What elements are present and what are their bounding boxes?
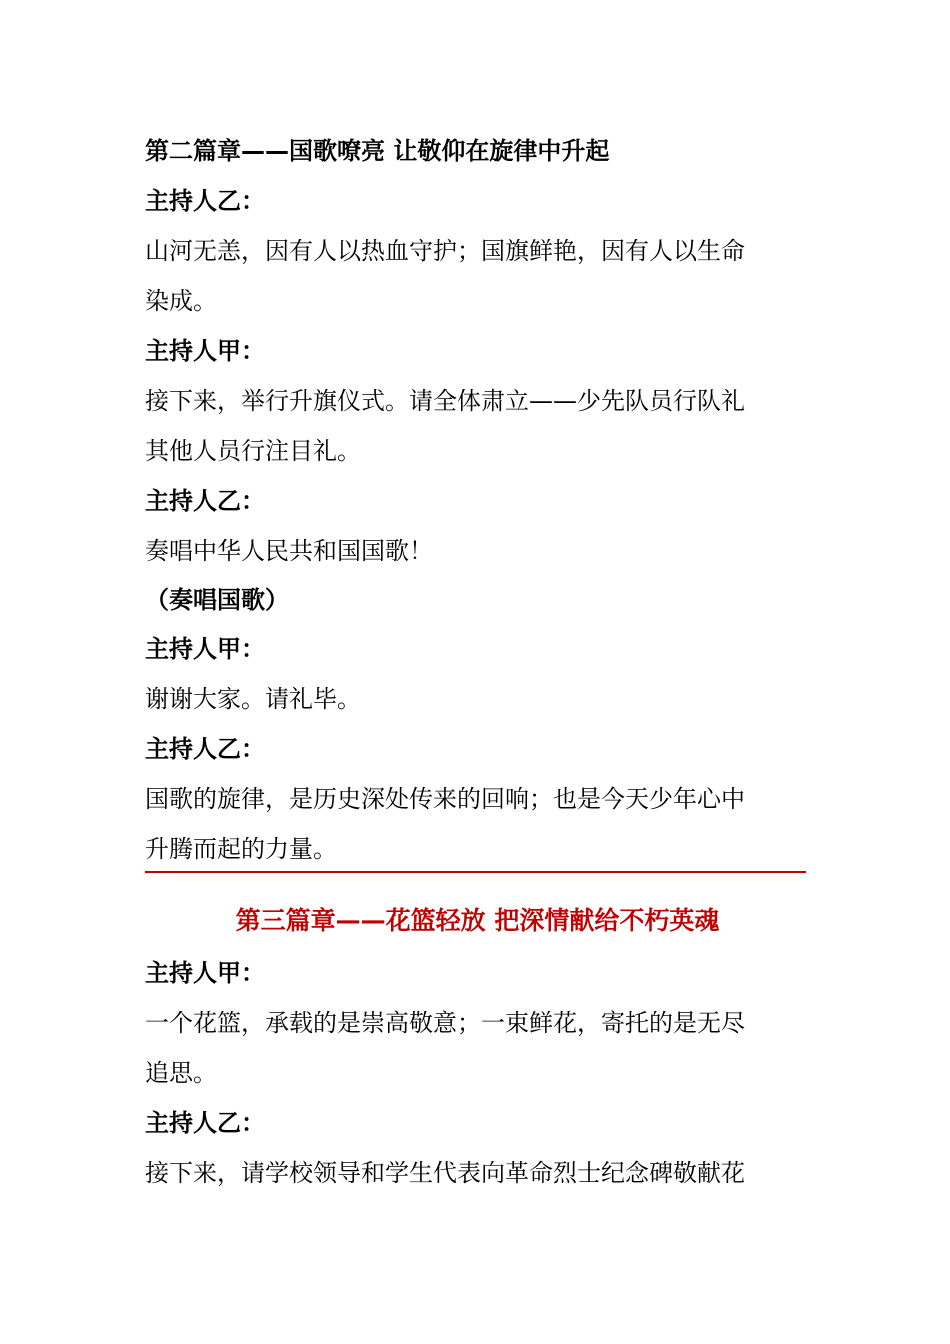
speaker-label: 主持人甲： bbox=[145, 337, 265, 365]
paragraph-line: 升腾而起的力量。 bbox=[145, 835, 337, 863]
speaker-label: 主持人乙： bbox=[145, 735, 265, 763]
paragraph-line: 谢谢大家。请礼毕。 bbox=[145, 685, 361, 713]
paragraph-line: 一个花篮，承载的是崇高敬意；一束鲜花，寄托的是无尽 bbox=[145, 1009, 745, 1037]
speaker-label: 主持人乙： bbox=[145, 187, 265, 215]
speaker-label: 主持人乙： bbox=[145, 1109, 265, 1137]
paragraph-line: 奏唱中华人民共和国国歌！ bbox=[145, 537, 433, 565]
speaker-label: 主持人甲： bbox=[145, 959, 265, 987]
stage-direction: （奏唱国歌） bbox=[145, 586, 289, 614]
section-divider bbox=[145, 871, 806, 873]
section2-title: 第二篇章——国歌嘹亮 让敬仰在旋律中升起 bbox=[145, 137, 610, 165]
speaker-label: 主持人甲： bbox=[145, 635, 265, 663]
paragraph-line: 国歌的旋律，是历史深处传来的回响；也是今天少年心中 bbox=[145, 785, 745, 813]
paragraph-line: 染成。 bbox=[145, 287, 217, 315]
paragraph-line: 追思。 bbox=[145, 1059, 217, 1087]
paragraph-line: 接下来，请学校领导和学生代表向革命烈士纪念碑敬献花 bbox=[145, 1159, 745, 1187]
speaker-label: 主持人乙： bbox=[145, 487, 265, 515]
paragraph-line: 接下来，举行升旗仪式。请全体肃立——少先队员行队礼 bbox=[145, 387, 745, 415]
section3-title: 第三篇章——花篮轻放 把深情献给不朽英魂 bbox=[235, 906, 720, 935]
paragraph-line: 山河无恙，因有人以热血守护；国旗鲜艳，因有人以生命 bbox=[145, 237, 745, 265]
paragraph-line: 其他人员行注目礼。 bbox=[145, 437, 361, 465]
